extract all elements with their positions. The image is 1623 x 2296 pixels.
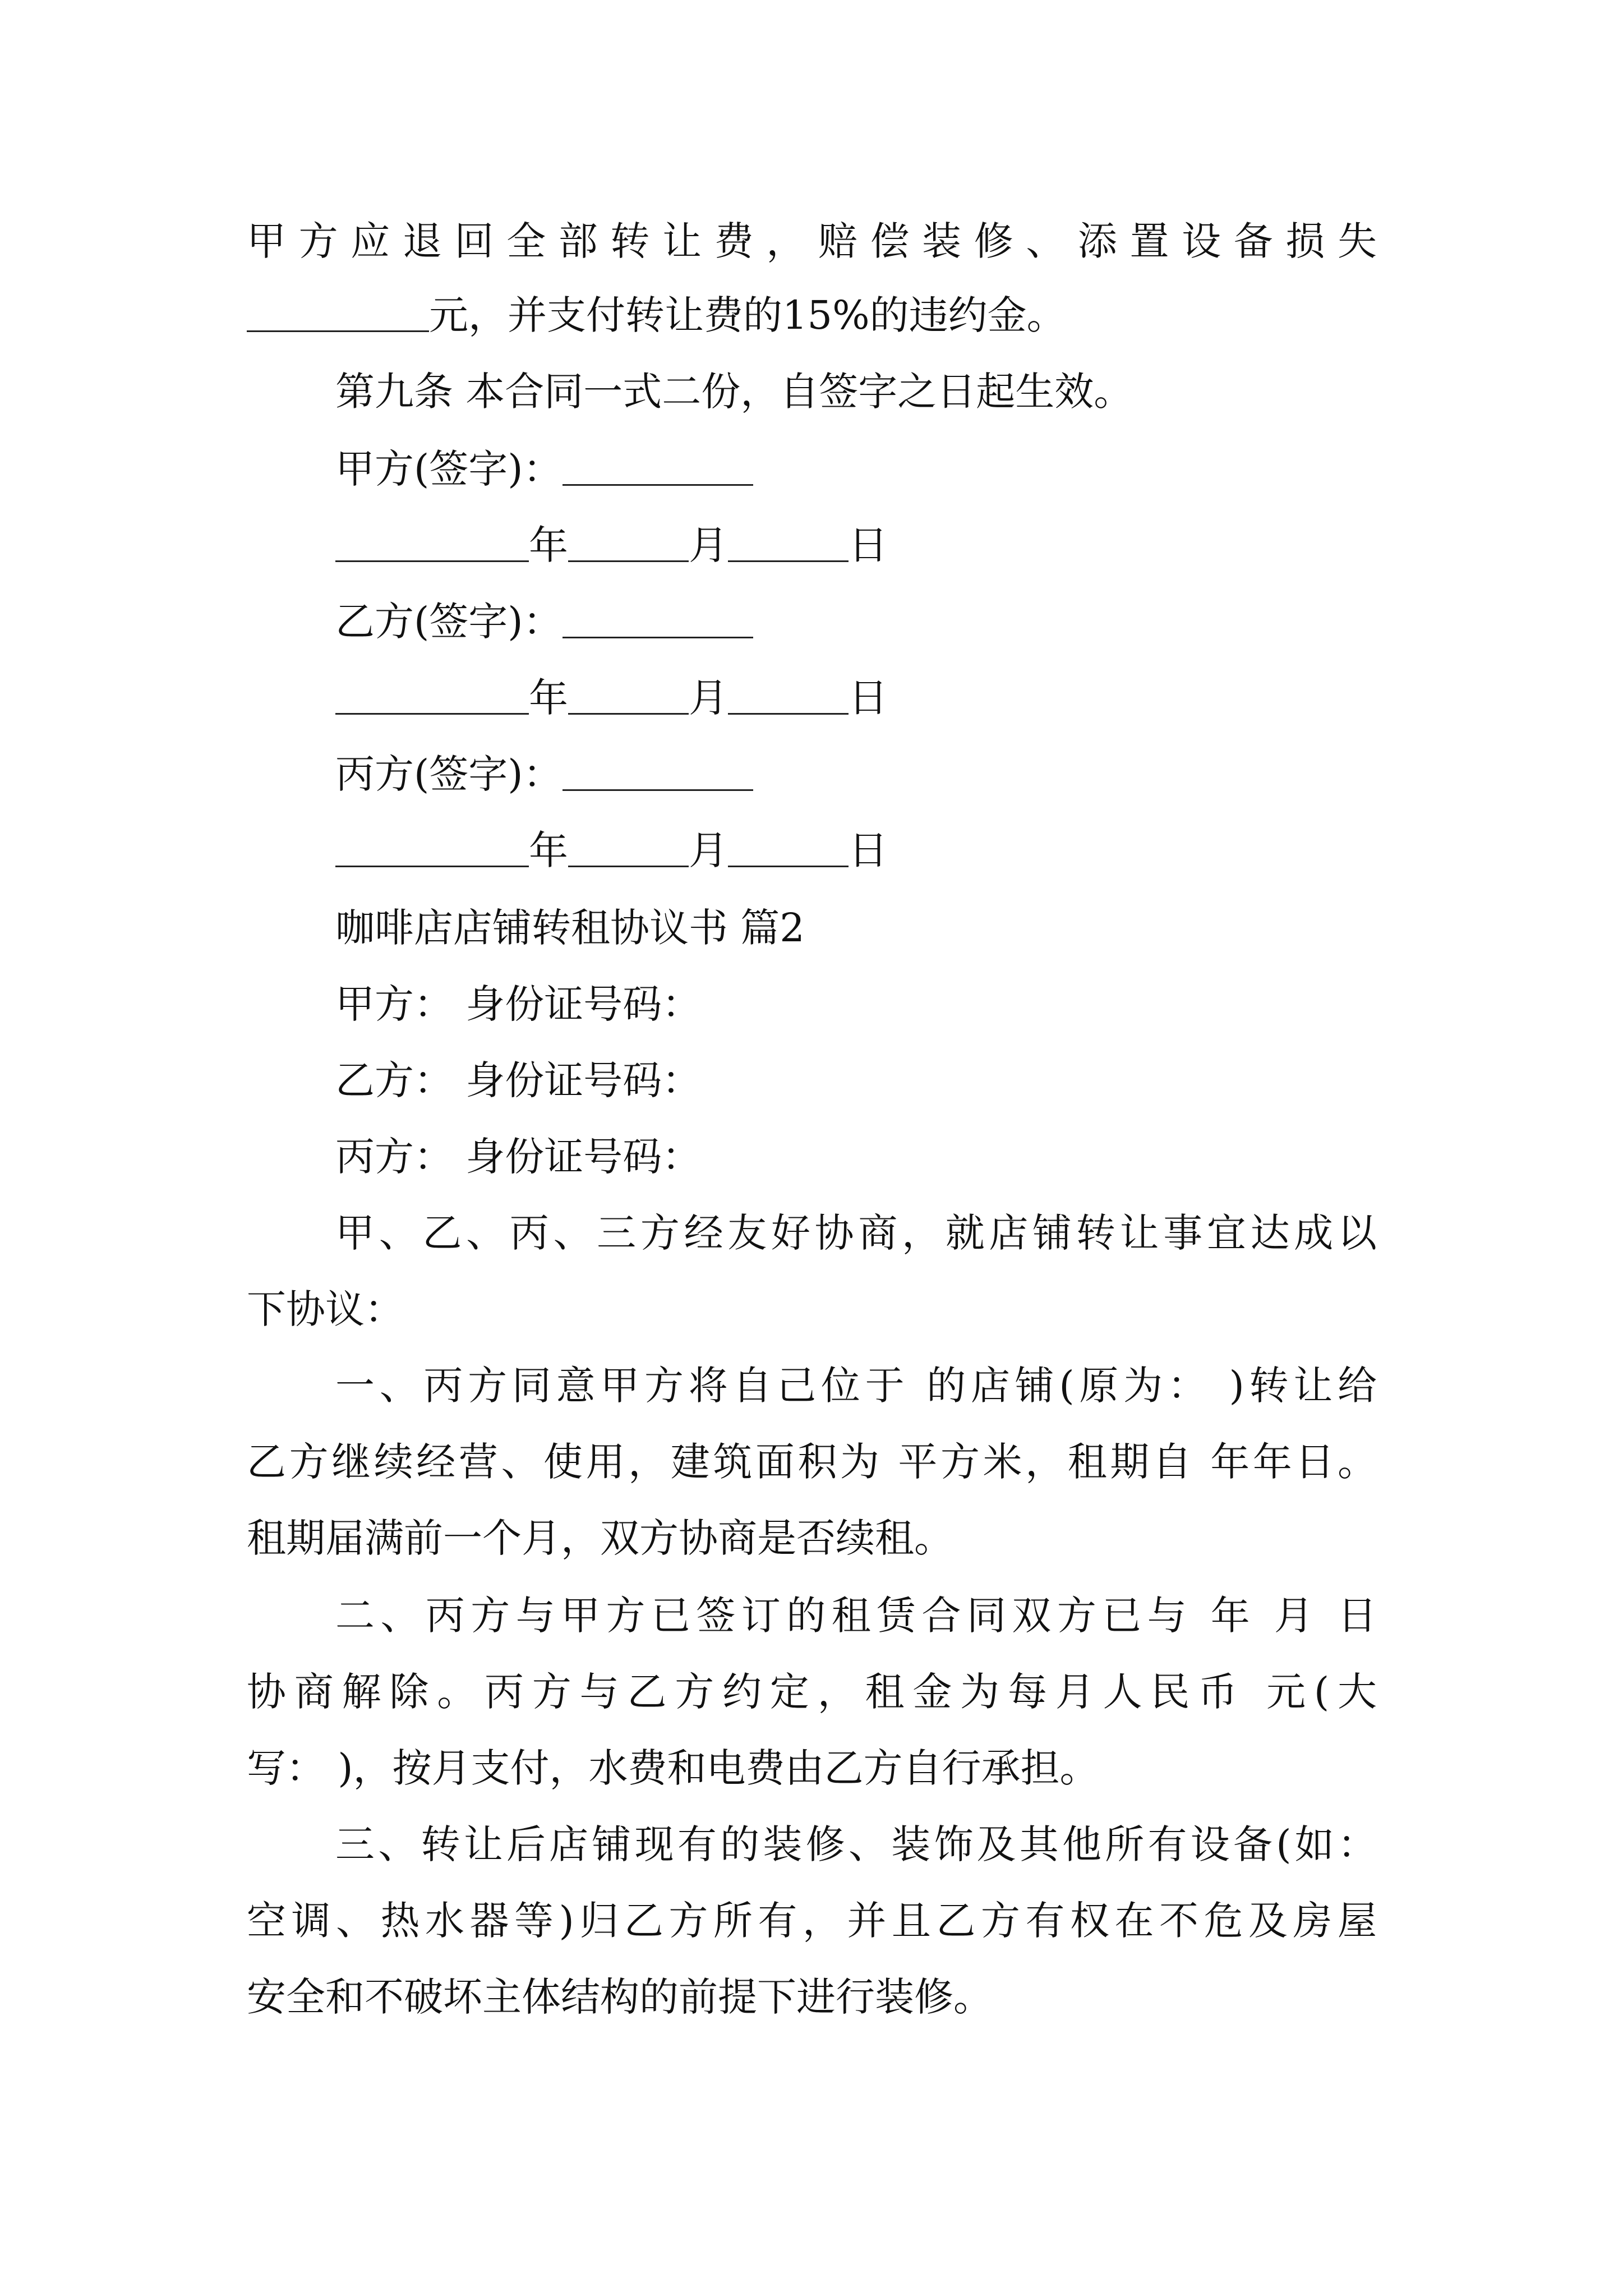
- party-b-id-line: 乙方： 身份证号码：: [335, 1057, 702, 1103]
- clause-2-line: 协商解除。丙方与乙方约定，租金为每月人民币 元(大: [247, 1669, 1377, 1715]
- signature-label: 乙方(签字)：: [335, 599, 562, 645]
- text-line: 甲方应退回全部转让费，赔偿装修、添置设备损失: [247, 218, 1377, 264]
- clause-3-line: 三、转让后店铺现有的装修、装饰及其他所有设备(如：: [335, 1821, 1377, 1867]
- signature-blank: [562, 596, 753, 638]
- day-blank: [728, 825, 849, 867]
- signature-label: 丙方(签字)：: [335, 751, 562, 797]
- text-line: 甲、乙、丙、三方经友好协商，就店铺转让事宜达成以: [335, 1210, 1377, 1256]
- text-segment: 元，并支付转让费的15%的违约金。: [429, 292, 1066, 338]
- clause-1-line: 租期届满前一个月，双方协商是否续租。: [247, 1515, 953, 1561]
- clause-3-line: 安全和不破坏主体结构的前提下进行装修。: [247, 1974, 993, 2020]
- signature-blank: [562, 749, 753, 791]
- signature-line-party-c: [335, 746, 753, 802]
- day-label: 日: [849, 675, 888, 721]
- day-blank: [728, 520, 849, 562]
- month-blank: [568, 520, 689, 562]
- month-label: 月: [689, 675, 728, 721]
- text-line: [247, 287, 1066, 343]
- year-label: 年: [529, 675, 568, 721]
- party-a-id-line: 甲方： 身份证号码：: [335, 981, 702, 1027]
- month-blank: [568, 673, 689, 715]
- year-label: 年: [529, 827, 568, 873]
- signature-label: 甲方(签字)：: [335, 446, 562, 492]
- text-line: 第九条 本合同一式二份，自签字之日起生效。: [335, 369, 1133, 415]
- signature-line-party-a: [335, 441, 753, 497]
- clause-1-line: 乙方继续经营、使用，建筑面积为 平方米，租期自 年年日。: [247, 1439, 1377, 1485]
- party-c-id-line: 丙方： 身份证号码：: [335, 1134, 702, 1180]
- month-label: 月: [689, 522, 728, 568]
- date-line: [335, 670, 888, 726]
- signature-blank: [562, 444, 753, 486]
- month-label: 月: [689, 827, 728, 873]
- fill-blank: [247, 290, 429, 332]
- day-blank: [728, 673, 849, 715]
- clause-2-line: 写： )，按月支付，水费和电费由乙方自行承担。: [247, 1745, 1099, 1791]
- year-blank: [335, 825, 529, 867]
- date-line: [335, 517, 888, 573]
- month-blank: [568, 825, 689, 867]
- clause-2-line: 二、丙方与甲方已签订的租赁合同双方已与 年 月 日: [335, 1593, 1377, 1639]
- day-label: 日: [849, 827, 888, 873]
- date-line: [335, 822, 888, 878]
- year-label: 年: [529, 522, 568, 568]
- year-blank: [335, 520, 529, 562]
- text-line: 下协议：: [247, 1286, 404, 1332]
- year-blank: [335, 673, 529, 715]
- clause-1-line: 一、丙方同意甲方将自己位于 的店铺(原为： )转让给: [335, 1363, 1377, 1409]
- signature-line-party-b: [335, 593, 753, 650]
- clause-3-line: 空调、热水器等)归乙方所有，并且乙方有权在不危及房屋: [247, 1898, 1377, 1944]
- section-title: 咖啡店店铺转租协议书 篇2: [335, 905, 805, 951]
- day-label: 日: [849, 522, 888, 568]
